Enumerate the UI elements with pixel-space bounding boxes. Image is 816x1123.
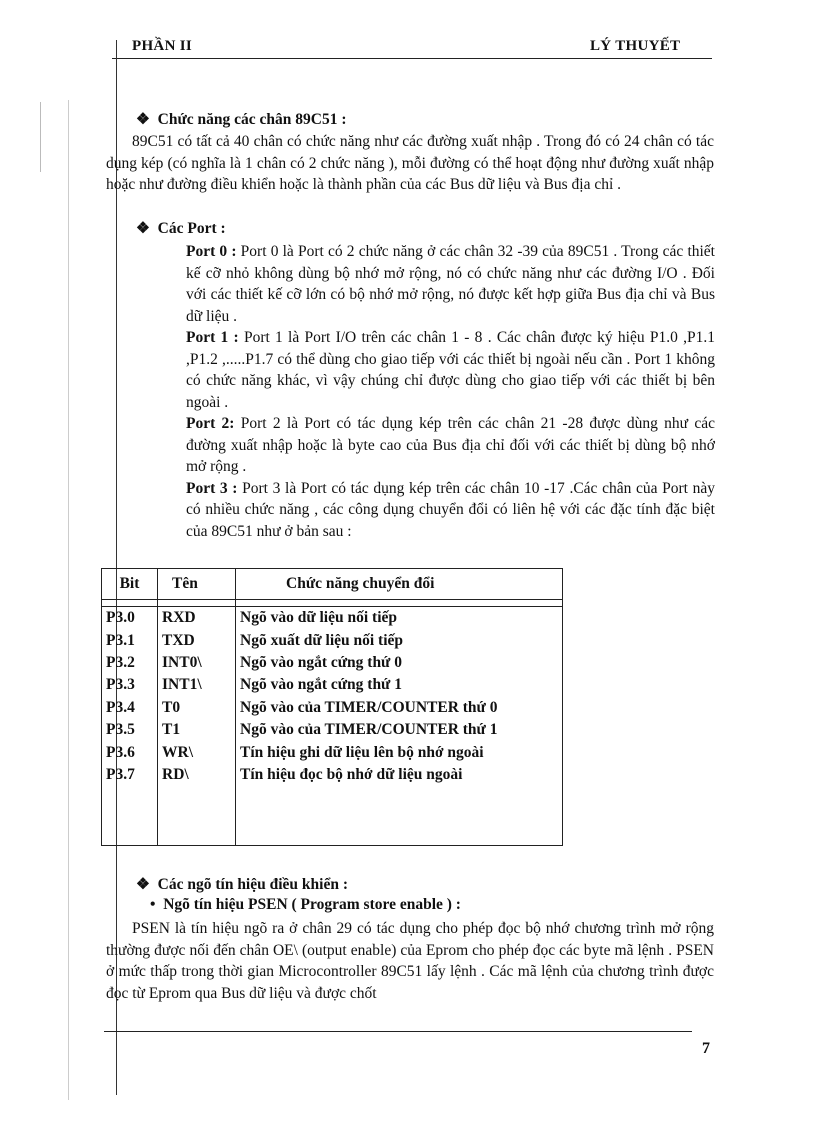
port-1-paragraph: Port 1 : Port 1 là Port I/O trên các chân 1 - 8 . Các chân được ký hiệu P1.0 ,P1.1 ,P1.2 ,.....P1.7 có thể dùng cho giao tiếp với các thiết bị ngoài nếu cần . Port 1 không có chức năng khác, vì vậy chúng chỉ được dùng cho giao tiếp với các thiết bị bên ngoài . [186,329,715,411]
port-0-paragraph: Port 0 : Port 0 là Port có 2 chức năng ở các chân 32 -39 của 89C51 . Trong các thiết kế cỡ nhỏ không dùng bộ nhớ mở rộng, nó có chức năng như các đường I/O . Đối với các thiết kế cỡ lớn có bộ nhớ mở rộng, nó được kết hợp giữa Bus địa chỉ và Bus dữ liệu . [186,243,715,325]
section-control-signals-heading [136,875,348,894]
diamond-bullet-icon: ❖ [136,220,150,237]
col-header-bit: Bit [102,569,158,600]
col-header-function: Chức năng chuyển đổi [236,569,563,600]
port-label: Port 0 : [186,243,237,260]
table-header-row [102,569,563,600]
table-row: P3.1 TXD Ngõ xuất dữ liệu nối tiếp [102,630,563,652]
psen-subheading [150,896,461,914]
psen-body: PSEN là tín hiệu ngõ ra ở chân 29 có tác dụng cho phép đọc bộ nhớ chương trình mở rộng thường được nối đến chân OE\ (output enable) của Eprom cho phép đọc các byte mã lệnh . PSEN ở mức thấp trong thời gian Microcontroller 89C51 lấy lệnh . Các mã lệnh của chương trình được đọc từ Eprom qua Bus dữ liệu và được chốt [106,920,714,1002]
section-title: Chức năng các chân 89C51 : [157,111,347,128]
header-left: PHẦN II [132,38,193,54]
header-rule [112,58,712,59]
table-separator [102,600,563,607]
round-bullet-icon: • [150,896,156,913]
section-title: Các Port : [157,220,226,237]
section-chuc-nang-body: 89C51 có tất cả 40 chân có chức năng như các đường xuất nhập . Trong đó có 24 chân có tác dụng kép (có nghĩa là 1 chân có 2 chức năng ), mỗi đường có thể hoạt động như đường xuất nhập hoặc như đường điều khiển hoặc là thành phần của các Bus dữ liệu và Bus địa chỉ . [106,133,714,193]
table-row: P3.6 WR\ Tín hiệu ghi dữ liệu lên bộ nhớ ngoài [102,742,563,764]
port-label: Port 3 : [186,479,238,497]
scan-mark-inner [68,100,69,1100]
col-header-ten: Tên [158,569,236,600]
port-label: Port 1 : [186,329,239,346]
table-row: P3.7 RD\ Tín hiệu đọc bộ nhớ dữ liệu ngoài [102,764,563,787]
scan-mark-left [40,102,41,172]
subsection-title: Ngõ tín hiệu PSEN ( Program store enable ) : [163,896,461,913]
table-row: P3.0 RXD Ngõ vào dữ liệu nối tiếp [102,607,563,630]
section-chuc-nang-heading [136,110,347,129]
port3-function-table [101,568,563,846]
port-2-paragraph: Port 2: Port 2 là Port có tác dụng kép trên các chân 21 -28 được dùng như các đường xuất nhập hoặc là byte cao của Bus địa chỉ đối với các thiết bị dùng bộ nhớ mở rộng . [186,415,715,475]
table-row: P3.5 T1 Ngõ vào của TIMER/COUNTER thứ 1 [102,719,563,741]
table-row: P3.3 INT1\ Ngõ vào ngắt cứng thứ 1 [102,674,563,696]
section-title: Các ngõ tín hiệu điều khiển : [157,876,349,893]
diamond-bullet-icon: ❖ [136,111,150,128]
port-label: Port 2: [186,415,235,432]
port-3-paragraph: Port 3 : Port 3 là Port có tác dụng kép trên các chân 10 -17 .Các chân của Port này có nhiều chức năng , các công dụng chuyển đổi có liên hệ với các đặc tính đặc biệt của 89C51 như ở bản sau : [186,479,716,540]
section-ports-heading [136,219,226,238]
ports-block [186,241,715,542]
header-right: LÝ THUYẾT [590,38,681,54]
footer-rule [104,1031,692,1032]
table-row: P3.2 INT0\ Ngõ vào ngắt cứng thứ 0 [102,652,563,674]
page-number: 7 [702,1040,710,1057]
table-row: P3.4 T0 Ngõ vào của TIMER/COUNTER thứ 0 [102,697,563,719]
table-empty-row [102,787,563,846]
diamond-bullet-icon: ❖ [136,876,150,893]
